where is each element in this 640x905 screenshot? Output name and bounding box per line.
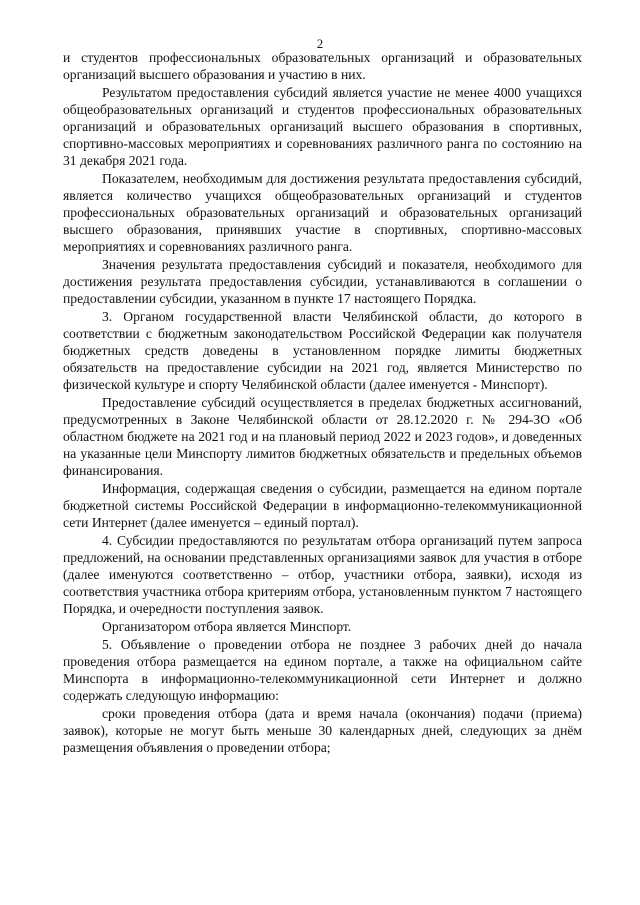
paragraph-item-4: 4. Субсидии предоставляются по результатам отбора организаций путем запроса предложений, на основании представленных организациями заявок для участия в отборе (далее именуются соответственно – отбор, участники отбора, заявки), исходя из соответствия участника отбора критериям отбора, установленным пунктом 7 настоящего Порядка, и очередности поступления заявок. [63,533,582,616]
paragraph-result: Результатом предоставления субсидий является участие не менее 4000 учащихся общеобразовательных организаций и студентов профессиональных образовательных организаций и образовательных организаций высшего образования в спортивных, спортивно-массовых мероприятиях и соревнованиях различного ранга по состоянию на 31 декабря 2021 года. [63,85,582,168]
paragraph-values: Значения результата предоставления субсидий и показателя, необходимого для достижения результата предоставления субсидии, устанавливаются в соглашении о предоставлении субсидии, указанном в пункте 17 настоящего Порядка. [63,257,582,306]
document-body [63,49,582,757]
paragraph-item-3: 3. Органом государственной власти Челябинской области, до которого в соответствии с бюджетным законодательством Российской Федерации как получателя бюджетных средств доведены в установленном порядке лимиты бюджетных обязательств на предоставление субсидии на 2021 год, является Министерство по физической культуре и спорту Челябинской области (далее именуется - Минспорт). [63,309,582,392]
paragraph-deadlines: сроки проведения отбора (дата и время начала (окончания) подачи (приема) заявок), которые не могут быть меньше 30 календарных дней, следующих за днём размещения объявления о проведении отбора; [63,706,582,755]
paragraph-budget: Предоставление субсидий осуществляется в пределах бюджетных ассигнований, предусмотренных в Законе Челябинской области от 28.12.2020 г. № 294-ЗО «Об областном бюджете на 2021 год и на плановый период 2022 и 2023 годов», и доведенных на указанные цели Минспорту лимитов бюджетных обязательств и предельных объемов финансирования. [63,395,582,478]
paragraph-information: Информация, содержащая сведения о субсидии, размещается на едином портале бюджетной системы Российской Федерации в информационно-телекоммуникационной сети Интернет (далее именуется – единый портал). [63,481,582,530]
paragraph-organizer: Организатором отбора является Минспорт. [102,619,352,634]
page-number: 2 [316,36,324,51]
paragraph-item-5: 5. Объявление о проведении отбора не позднее 3 рабочих дней до начала проведения отбора размещается на едином портале, а также на официальном сайте Минспорта в информационно-телекоммуникационной сети Интернет и должно содержать следующую информацию: [63,637,582,703]
paragraph-continuation: и студентов профессиональных образовательных организаций и образовательных организаций высшего образования и участию в них. [63,50,582,82]
paragraph-indicator: Показателем, необходимым для достижения результата предоставления субсидий, является количество учащихся общеобразовательных организаций и студентов профессиональных образовательных организаций и образовательных организаций высшего образования, принявших участие в спортивных, спортивно-массовых мероприятиях и соревнованиях различного ранга. [63,171,582,254]
